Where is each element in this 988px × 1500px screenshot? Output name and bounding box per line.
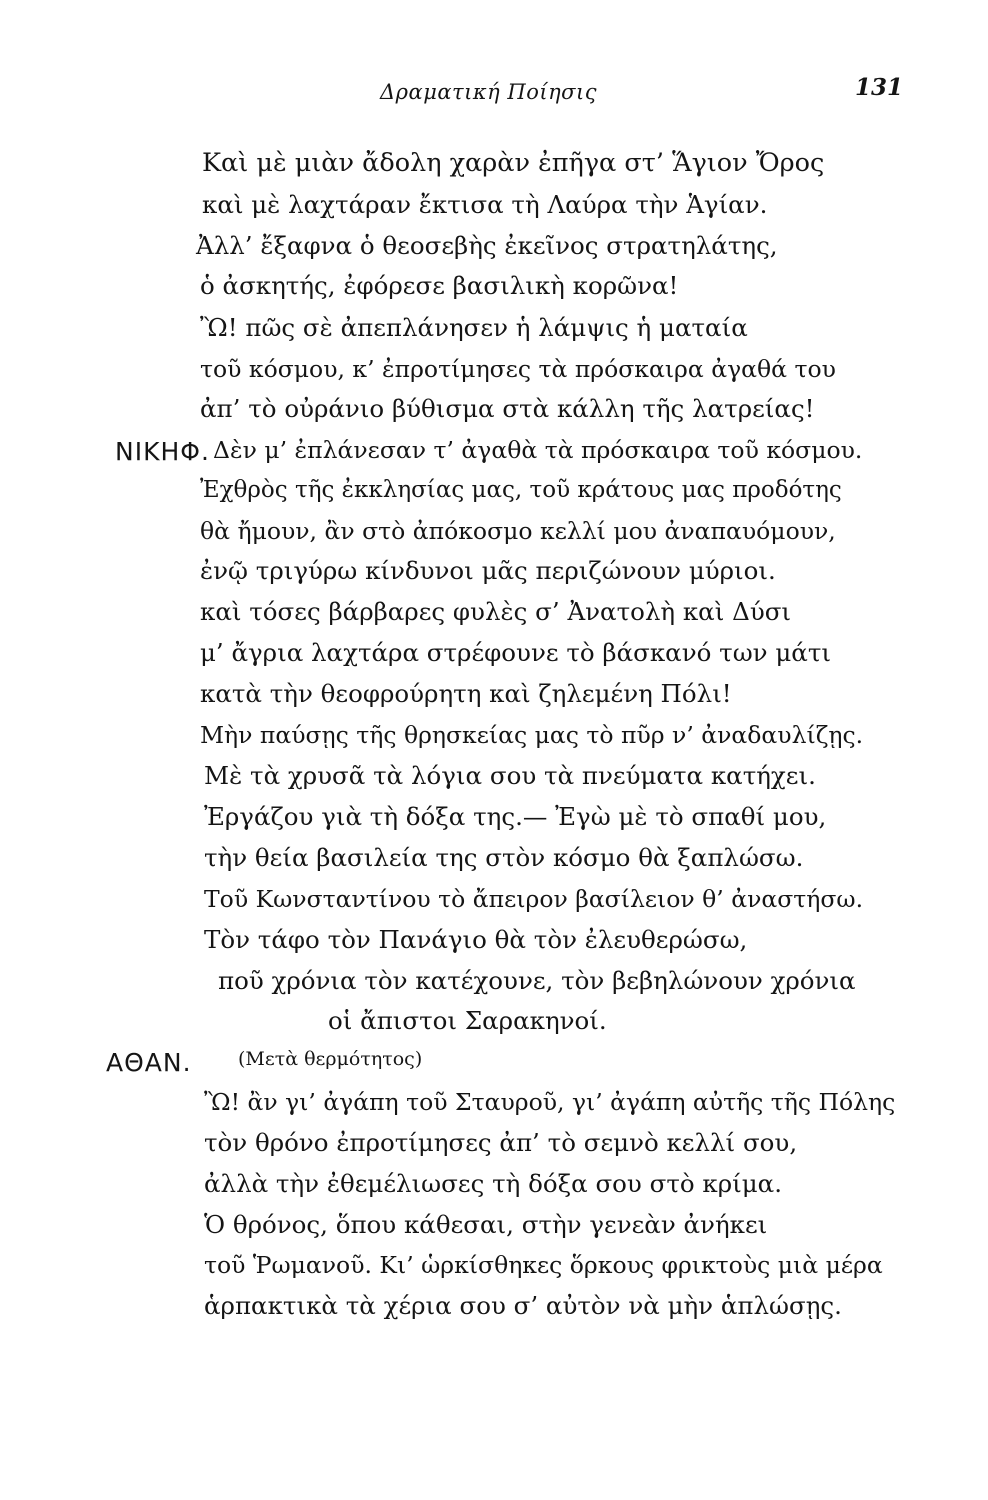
verse-line: Ὢ! πῶς σὲ ἀπεπλάνησεν ἡ λάμψις ἡ ματαία — [200, 313, 748, 342]
verse-line: Καὶ μὲ μιὰν ἄδολη χαρὰν ἐπῆγα στ’ Ἅγιον Ὄρος — [202, 148, 825, 178]
verse-line: τοῦ Ῥωμανοῦ. Κι’ ὡρκίσθηκες ὅρκους φρικτοὺς μιὰ μέρα — [204, 1251, 883, 1279]
verse-line: Τοῦ Κωνσταντίνου τὸ ἄπειρον βασίλειον θ’ ἀναστήσω. — [204, 885, 864, 913]
speaker-label-athan: ΑΘΑΝ. — [106, 1048, 192, 1077]
verse-line: ἁρπακτικὰ τὰ χέρια σου σ’ αὐτὸν νὰ μὴν ἁπλώσῃς. — [204, 1291, 842, 1320]
stage-direction: (Μετὰ θερμότητος) — [238, 1048, 423, 1070]
verse-line: τὴν θεία βασιλεία της στὸν κόσμο θὰ ξαπλώσω. — [204, 843, 804, 872]
verse-line: Ἀλλ’ ἔξαφνα ὁ θεοσεβὴς ἐκεῖνος στρατηλάτης, — [196, 231, 778, 260]
verse-line: Τὸν τάφο τὸν Πανάγιο θὰ τὸν ἐλευθερώσω, — [204, 925, 748, 954]
verse-line: Μὲ τὰ χρυσᾶ τὰ λόγια σου τὰ πνεύματα κατήχει. — [204, 761, 816, 790]
verse-line: ὁ ἀσκητής, ἐφόρεσε βασιλικὴ κορῶνα! — [200, 271, 679, 300]
verse-line: Ἐργάζου γιὰ τὴ δόξα της.— Ἐγὼ μὲ τὸ σπαθί μου, — [204, 802, 827, 831]
verse-line: καὶ μὲ λαχτάραν ἔκτισα τὴ Λαύρα τὴν Ἁγίαν. — [202, 190, 768, 219]
verse-line: Δὲν μ’ ἐπλάνεσαν τ’ ἀγαθὰ τὰ πρόσκαιρα τοῦ κόσμου. — [213, 436, 863, 464]
verse-line: Ὁ θρόνος, ὅπου κάθεσαι, στὴν γενεὰν ἀνήκει — [204, 1210, 768, 1239]
verse-line: καὶ τόσες βάρβαρες φυλὲς σ’ Ἀνατολὴ καὶ Δύσι — [200, 597, 792, 626]
verse-line: ἀλλὰ τὴν ἐθεμέλιωσες τὴ δόξα σου στὸ κρίμα. — [204, 1169, 782, 1198]
verse-line: ἐνῷ τριγύρω κίνδυνοι μᾶς περιζώνουν μύριοι. — [200, 556, 776, 585]
speaker-label-nikif: ΝΙΚΗΦ. — [115, 437, 210, 466]
verse-line: Μὴν παύσῃς τῆς θρησκείας μας τὸ πῦρ ν’ ἀναδαυλίζῃς. — [200, 721, 864, 749]
verse-line: θὰ ἤμουν, ἂν στὸ ἀπόκοσμο κελλί μου ἀναπαυόμουν, — [200, 517, 836, 545]
verse-line: τοῦ κόσμου, κ’ ἐπροτίμησες τὰ πρόσκαιρα ἀγαθά του — [200, 355, 836, 383]
verse-line: οἱ ἄπιστοι Σαρακηνοί. — [328, 1006, 607, 1035]
verse-line: ἀπ’ τὸ οὐράνιο βύθισμα στὰ κάλλη τῆς λατρείας! — [200, 394, 815, 423]
verse-line: Ἐχθρὸς τῆς ἐκκλησίας μας, τοῦ κράτους μας προδότης — [200, 477, 842, 503]
verse-line: κατὰ τὴν θεοφρούρητη καὶ ζηλεμένη Πόλι! — [200, 679, 732, 708]
verse-line: τὸν θρόνο ἐπροτίμησες ἀπ’ τὸ σεμνὸ κελλί σου, — [204, 1128, 798, 1157]
verse-line: μ’ ἄγρια λαχτάρα στρέφουνε τὸ βάσκανό των μάτι — [200, 638, 831, 667]
page-number: 131 — [855, 74, 904, 101]
verse-line: Ὢ! ἂν γι’ ἀγάπη τοῦ Σταυροῦ, γι’ ἀγάπη αὐτῆς τῆς Πόλης — [204, 1088, 896, 1116]
verse-line: ποῦ χρόνια τὸν κατέχουνε, τὸν βεβηλώνουν χρόνια — [218, 966, 856, 995]
running-title: Δραματική Ποίησις — [380, 80, 598, 104]
